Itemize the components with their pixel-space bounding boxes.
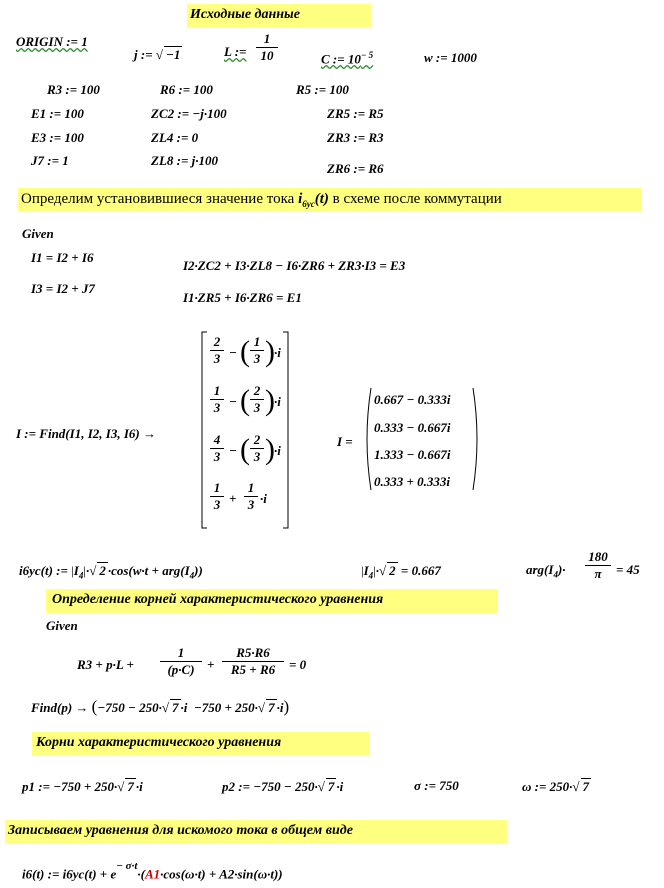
sym-a-frac — [210, 334, 224, 367]
origin-def[interactable]: ORIGIN := 1 — [16, 34, 88, 49]
arg-num: 180 — [585, 549, 611, 566]
C-def[interactable] — [321, 50, 373, 67]
i6-lhs: i6(t) := i6yc(t) + e — [22, 866, 117, 882]
sym-b-den: 3 — [253, 449, 261, 464]
sym-b-den: 3 — [253, 400, 261, 415]
header-steady-text: Определим установившиеся значение тока — [21, 191, 295, 207]
i6-exp: − σ·t — [116, 860, 138, 872]
header-steady-sub: 6ус — [302, 199, 315, 209]
sqrt-sign: √ — [572, 779, 580, 794]
eq-I1[interactable]: I1 = I2 + I6 — [31, 250, 94, 265]
sym-b-frac — [250, 334, 264, 367]
char-f1-num: 1 — [160, 645, 202, 662]
root1-b: ·i — [180, 700, 188, 715]
sym-b-frac — [250, 432, 264, 465]
numeric-row: 1.333 − 0.667i — [374, 447, 451, 462]
j-def[interactable] — [134, 46, 182, 63]
sym-paren-open: ( — [240, 335, 250, 368]
C-lhs: C := 10 — [321, 51, 361, 67]
paren-close: ) — [283, 697, 290, 716]
header-char-roots: Корни характеристического уравнения — [36, 735, 282, 750]
sigma-def[interactable]: σ := 750 — [414, 778, 459, 793]
i6yc-dot: · — [85, 563, 90, 578]
p2-lhs: p2 := −750 − 250· — [222, 779, 318, 794]
i6-general-def[interactable] — [22, 860, 283, 882]
given-1[interactable]: Given — [22, 226, 54, 241]
i6yc-close: )) — [194, 563, 203, 578]
char-plus: + — [207, 657, 215, 672]
R6-def[interactable]: R6 := 100 — [160, 82, 213, 97]
sym-a-frac — [210, 432, 224, 465]
symbolic-row — [210, 432, 285, 476]
sym-b-den: 3 — [247, 497, 255, 512]
sym-sign: − — [229, 394, 237, 409]
sym-b-frac — [244, 480, 258, 513]
sym-paren-close: ) — [265, 384, 275, 417]
find-p-lhs: Find(p) → — [31, 700, 89, 715]
sym-sign: − — [229, 345, 237, 360]
header-char-eq: Определение корней характеристического уравнения — [52, 592, 384, 607]
i6-rest: ·cos(ω·t) + A2·sin(ω·t)) — [160, 866, 283, 882]
header-initial-data: Исходные данные — [190, 7, 300, 22]
omega-lhs: ω := 250· — [522, 779, 573, 794]
char-f2-den: R5 + R6 — [230, 662, 276, 677]
char-f2-num: R5·R6 — [222, 645, 284, 662]
L-num: 1 — [256, 31, 278, 48]
sym-b-frac — [250, 383, 264, 416]
sym-a-den: 3 — [213, 497, 221, 512]
sqrt-sign: √ — [89, 563, 97, 578]
given-2[interactable]: Given — [46, 618, 78, 633]
sym-paren-close: ) — [265, 335, 275, 368]
i6yc-tail: ·cos(w·t + arg(I — [107, 563, 190, 578]
L-lhs[interactable]: L := — [224, 44, 247, 59]
sym-b-num: 2 — [250, 432, 264, 449]
mag-I: I — [363, 563, 369, 578]
eq-kvl2[interactable]: I1·ZR5 + I6·ZR6 = E1 — [183, 290, 302, 305]
i6yc-sub: 4 — [78, 570, 84, 581]
sym-a-den: 3 — [213, 400, 221, 415]
j-radicand: −1 — [166, 47, 181, 62]
w-def[interactable]: w := 1000 — [424, 50, 477, 65]
p1-tail: ·i — [135, 779, 143, 794]
paren-open: ( — [91, 697, 98, 716]
J7-def[interactable]: J7 := 1 — [31, 153, 69, 168]
sym-b-num: 1 — [250, 334, 264, 351]
abs-close: | — [373, 563, 376, 578]
symbolic-row — [210, 383, 285, 427]
sym-a-den: 3 — [213, 449, 221, 464]
numeric-matrix[interactable] — [362, 386, 482, 492]
j-lhs: j := — [134, 47, 156, 62]
ZR5-def[interactable]: ZR5 := R5 — [327, 106, 384, 121]
sym-i: ·i — [260, 491, 267, 506]
omega-rad: 7 — [582, 779, 590, 794]
sym-a-num: 4 — [210, 432, 224, 449]
I-equals: I = — [337, 434, 353, 449]
mag-rad: 2 — [389, 563, 396, 578]
sym-a-den: 3 — [213, 351, 221, 366]
i6yc-rad: 2 — [99, 563, 106, 578]
p2-rad: 7 — [327, 779, 335, 794]
root2-rad: 7 — [268, 700, 275, 715]
arg-lhs: arg(I — [526, 562, 554, 577]
numeric-row: 0.333 + 0.333i — [374, 474, 451, 489]
sqrt-sign: √ — [155, 47, 163, 62]
eq-I3[interactable]: I3 = I2 + J7 — [31, 281, 95, 296]
root1-rad: 7 — [172, 700, 179, 715]
i6-dot: ·( — [137, 866, 145, 882]
i6yc-def[interactable] — [19, 562, 203, 581]
header-steady-var: i — [298, 191, 303, 207]
char-f1 — [160, 645, 202, 678]
char-f2 — [222, 645, 284, 678]
header-general-form: Записываем уравнения для искомого тока в общем виде — [8, 823, 353, 838]
R5-def[interactable]: R5 := 100 — [296, 82, 349, 97]
header-steady-tail: в схеме после коммутации — [332, 191, 502, 207]
char-eq-lhs[interactable]: R3 + p·L + — [77, 657, 134, 672]
ZL8-def[interactable]: ZL8 := j·100 — [151, 153, 218, 168]
magnitude-eval[interactable]: $|I_4|\cdot√$ 2 = 0.667 — [361, 563, 441, 581]
sym-a-frac — [210, 383, 224, 416]
arg-sub: 4 — [553, 569, 558, 580]
sqrt-sign: √ — [379, 563, 387, 578]
ZR6-def[interactable]: ZR6 := R6 — [327, 161, 384, 176]
numeric-row: 0.333 − 0.667i — [374, 420, 451, 435]
arg-den: π — [594, 566, 602, 581]
eq-kvl[interactable]: I2·ZC2 + I3·ZL8 − I6·ZR6 + ZR3·I3 = E3 — [183, 258, 406, 273]
symbolic-row — [210, 334, 285, 378]
p2-tail: ·i — [336, 779, 344, 794]
p1-lhs: p1 := −750 + 250· — [22, 779, 118, 794]
root1-a: −750 − 250· — [97, 700, 162, 715]
p1-def[interactable] — [22, 778, 143, 795]
R3-def[interactable]: R3 := 100 — [47, 82, 100, 97]
arg-fraction — [585, 549, 611, 582]
sym-sign: + — [229, 491, 237, 506]
sym-i: ·i — [274, 345, 281, 360]
char-rhs: = 0 — [289, 657, 307, 672]
char-f1-den: (p·C) — [167, 662, 195, 677]
sym-paren-close: ) — [265, 433, 275, 466]
arg-val: = 45 — [616, 562, 640, 577]
E3-def[interactable]: E3 := 100 — [31, 130, 84, 145]
L-den: 10 — [260, 48, 274, 63]
i6yc-I: I — [73, 563, 79, 578]
mag-val: = 0.667 — [400, 563, 441, 578]
sym-a-num: 1 — [210, 480, 224, 497]
sqrt-sign: √ — [117, 779, 125, 794]
ZC2-def[interactable]: ZC2 := −j·100 — [151, 106, 227, 121]
root2-a: −750 + 250· — [193, 700, 258, 715]
mag-sub: 4 — [368, 570, 374, 581]
arg-eval[interactable] — [526, 562, 566, 580]
abs-close: | — [83, 563, 86, 578]
sqrt-sign: √ — [161, 700, 169, 715]
p2-def[interactable] — [222, 778, 343, 795]
sym-paren-open: ( — [240, 384, 250, 417]
sym-a-num: 1 — [210, 383, 224, 400]
sym-b-num: 1 — [244, 480, 258, 497]
ZR3-def[interactable]: ZR3 := R3 — [327, 130, 384, 145]
abs-open: | — [71, 563, 74, 578]
i6yc-tail-sub: 4 — [189, 570, 195, 581]
numeric-row: 0.667 − 0.333i — [374, 392, 451, 407]
root2-b: ·i — [276, 700, 284, 715]
sym-a-num: 2 — [210, 334, 224, 351]
sym-sign: − — [229, 443, 237, 458]
header-steady-state — [21, 191, 502, 209]
sym-b-num: 2 — [250, 383, 264, 400]
sym-i: ·i — [274, 443, 281, 458]
E1-def[interactable]: E1 := 100 — [31, 106, 84, 121]
sqrt-sign: √ — [317, 779, 325, 794]
sym-a-frac — [210, 480, 224, 513]
i6yc-lhs: i6yc(t) := — [19, 563, 68, 578]
find-I[interactable]: I := Find(I1, I2, I3, I6) → — [16, 426, 156, 441]
sym-paren-open: ( — [240, 433, 250, 466]
L-fraction — [256, 31, 278, 64]
omega-def[interactable] — [522, 778, 591, 795]
arg-close: )· — [557, 562, 566, 577]
ZL4-def[interactable]: ZL4 := 0 — [151, 130, 199, 145]
p1-rad: 7 — [127, 779, 134, 794]
sym-i: ·i — [274, 394, 281, 409]
symbolic-matrix[interactable] — [200, 330, 290, 530]
abs-open: | — [361, 563, 364, 578]
A1-placeholder[interactable]: A1 — [144, 866, 161, 882]
sqrt-sign: √ — [257, 700, 266, 715]
sym-b-den: 3 — [253, 351, 261, 366]
find-p[interactable] — [31, 697, 289, 717]
header-steady-arg: (t) — [314, 191, 329, 207]
C-exp: − 5 — [360, 50, 374, 60]
symbolic-row — [210, 480, 285, 524]
